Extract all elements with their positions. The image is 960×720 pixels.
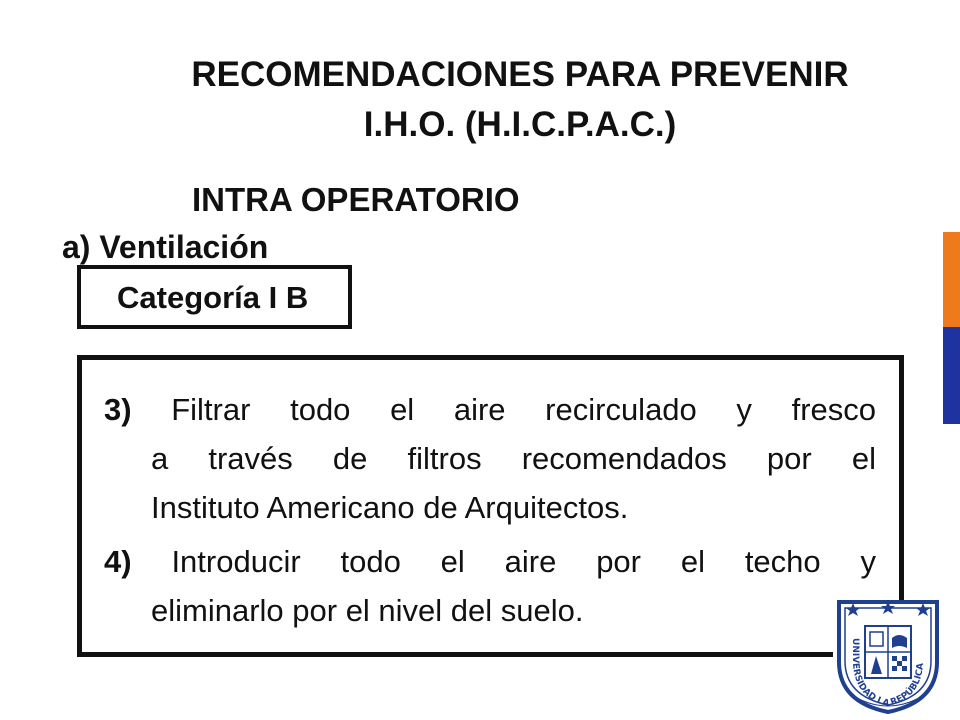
category-label: Categoría I B <box>117 280 309 315</box>
item-text: Filtrar todo el aire recirculado y fresco <box>171 392 876 427</box>
university-crest-icon <box>835 598 941 714</box>
item-text: Introducir todo el aire por el techo y <box>171 544 876 579</box>
title-line-2: I.H.O. (H.I.C.P.A.C.) <box>363 105 677 144</box>
item-line-2: a través de filtros recomendados por el <box>151 441 876 476</box>
title-line-1: RECOMENDACIONES PARA PREVENIR <box>191 55 849 94</box>
recommendations-box <box>77 355 904 657</box>
crest-ring-text: UNIVERSIDAD LA REPÚBLICA <box>850 638 927 710</box>
item-line-3: Instituto Americano de Arquitectos. <box>151 490 629 525</box>
item-line-1 <box>104 537 876 586</box>
section-heading: a) Ventilación <box>62 229 269 265</box>
accent-bar-orange <box>943 232 960 327</box>
item-number: 3) <box>104 392 132 427</box>
accent-bar-blue <box>943 327 960 424</box>
category-box <box>77 265 352 329</box>
recommendation-item <box>104 385 876 532</box>
slide-title <box>120 50 920 150</box>
slide-subtitle: INTRA OPERATORIO <box>192 181 520 218</box>
item-line-1 <box>104 385 876 434</box>
recommendation-item <box>104 537 876 635</box>
item-number: 4) <box>104 544 132 579</box>
item-line-2: eliminarlo por el nivel del suelo. <box>151 593 584 628</box>
